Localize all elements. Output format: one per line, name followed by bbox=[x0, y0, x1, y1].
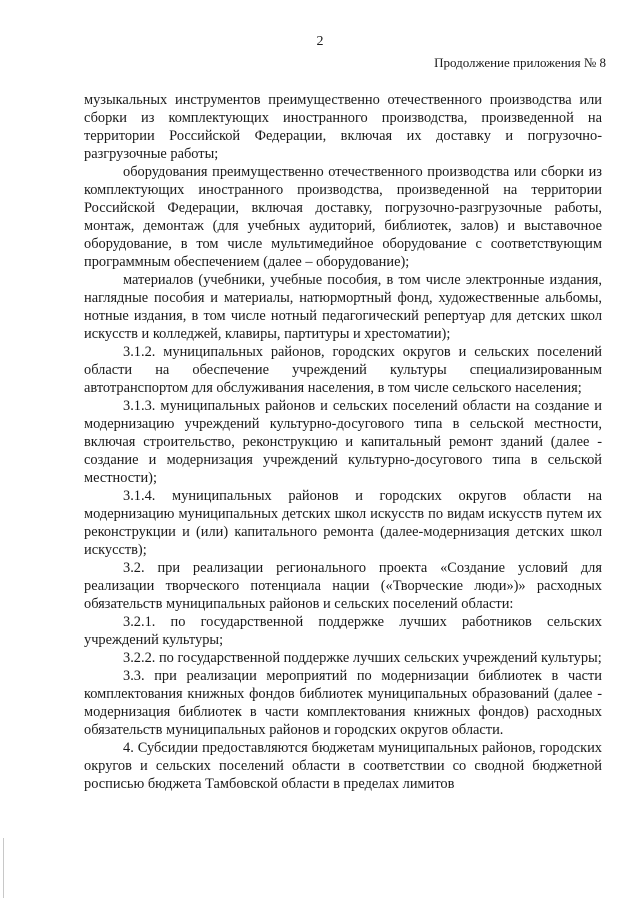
appendix-continuation-label: Продолжение приложения № 8 bbox=[434, 55, 606, 70]
scan-edge-mark bbox=[3, 838, 4, 898]
document-body bbox=[84, 91, 602, 793]
paragraph-materials: материалов (учебники, учебные пособия, в том числе электронные издания, наглядные пособия и материалы, натюрмортный фонд, художественные альбомы, нотные издания, в том числе нотный педагогический репертуар для детских школ искусств и колледжей, клавиры, партитуры и хрестоматии); bbox=[84, 272, 602, 342]
paragraph-3-1-2: 3.1.2. муниципальных районов, городских округов и сельских поселений области на обеспечение учреждений культуры специализированным автотранспортом для обслуживания населения, в том числе сельского населения; bbox=[84, 344, 602, 396]
paragraph-3-3: 3.3. при реализации мероприятий по модернизации библиотек в части комплектования книжных фондов библиотек муниципальных образований (далее - модернизация библиотек в части комплектования книжных фондов) расходных обязательств муниципальных районов и городских округов области. bbox=[84, 668, 602, 738]
paragraph-3-2: 3.2. при реализации регионального проекта «Создание условий для реализации творческого потенциала нации («Творческие люди»)» расходных обязательств муниципальных районов и сельских поселений области: bbox=[84, 560, 602, 612]
paragraph-3-1-3: 3.1.3. муниципальных районов и сельских поселений области на создание и модернизацию учреждений культурно-досугового типа в сельской местности, включая строительство, реконструкцию и капитальный ремонт зданий (далее - создание и модернизация учреждений культурно-досугового типа в сельской местности); bbox=[84, 398, 602, 486]
page-number: 2 bbox=[316, 34, 324, 49]
paragraph-musical-instruments: музыкальных инструментов преимущественно отечественного производства или сборки из комплектующих иностранного производства, произведенной на территории Российской Федерации, включая их доставку и погрузочно-разгрузочные работы; bbox=[84, 92, 602, 162]
paragraph-equipment: оборудования преимущественно отечественного производства или сборки из комплектующих иностранного производства, произведенной на территории Российской Федерации, включая доставку, погрузочно-разгрузочные работы, монтаж, демонтаж (для учебных аудиторий, библиотек, залов) и выставочное оборудование, в том числе мультимедийное оборудование с соответствующим программным обеспечением (далее – оборудование); bbox=[84, 164, 602, 270]
paragraph-3-2-1: 3.2.1. по государственной поддержке лучших работников сельских учреждений культуры; bbox=[84, 614, 602, 648]
paragraph-4: 4. Субсидии предоставляются бюджетам муниципальных районов, городских округов и сельских поселений области в соответствии со сводной бюджетной росписью бюджета Тамбовской области в пределах лимитов bbox=[84, 740, 602, 792]
paragraph-3-1-4: 3.1.4. муниципальных районов и городских округов области на модернизацию муниципальных детских школ искусств по видам искусств путем их реконструкции и (или) капитального ремонта (далее-модернизация детских школ искусств); bbox=[84, 488, 602, 558]
paragraph-3-2-2: 3.2.2. по государственной поддержке лучших сельских учреждений культуры; bbox=[123, 650, 602, 666]
